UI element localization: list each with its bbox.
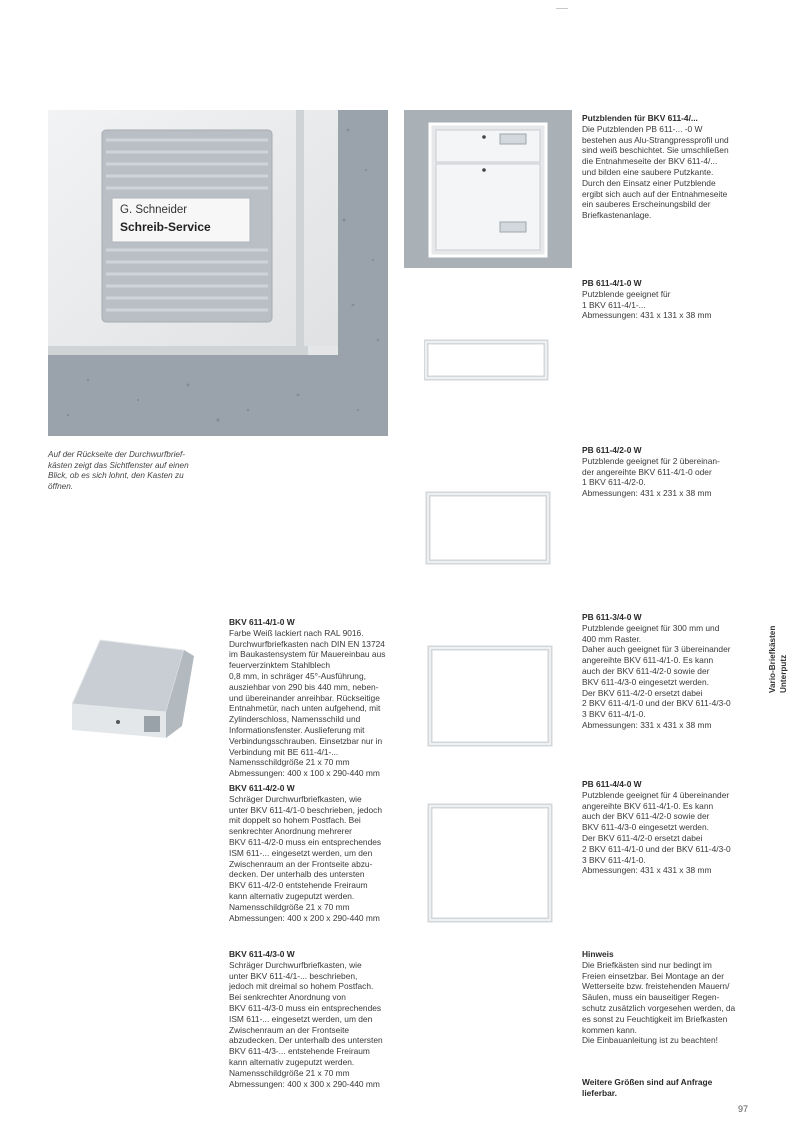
text-line: BKV 611-4/2-0 muss ein entsprechendes <box>229 836 382 847</box>
photo-mailbox-sign-graphic <box>48 110 388 436</box>
text-line: und bilden eine saubere Putzkante. <box>582 166 714 177</box>
text-line: Die Briefkästen sind nur bedingt im <box>582 959 712 970</box>
text-line: 0,8 mm, in schräger 45°-Ausführung, <box>229 670 366 681</box>
text-line: jedoch mit dreimal so hohem Postfach. <box>229 981 374 992</box>
text-line: Abmessungen: 431 x 231 x 38 mm <box>582 488 712 499</box>
text-line: BKV 611-4/3-... entstehende Freiraum <box>229 1046 370 1057</box>
frame-pb-611-4-2 <box>424 488 554 568</box>
text-line: Namensschildgröße 21 x 70 mm <box>229 757 350 768</box>
text-line: Abmessungen: 431 x 431 x 38 mm <box>582 865 712 876</box>
caption-main <box>48 450 189 492</box>
text-line: Verbindung mit BE 611-4/1-... <box>229 746 339 757</box>
section-pb-611-3-4 <box>582 612 731 731</box>
pb-611-3-4-heading: PB 611-3/4-0 W <box>582 612 642 622</box>
bkv-611-4-3-heading: BKV 611-4/3-0 W <box>229 949 295 959</box>
text-line: ISM 611-... eingesetzt werden, um den <box>229 1013 373 1024</box>
sign-service: Schreib-Service <box>120 220 211 234</box>
text-line: Der BKV 611-4/2-0 ersetzt dabei <box>582 832 703 843</box>
text-line: Abmessungen: 400 x 100 x 290-440 mm <box>229 768 380 779</box>
frame-pb-611-4-1 <box>424 338 552 384</box>
text-line: unter BKV 611-4/1-0 beschrieben, jedoch <box>229 804 383 815</box>
section-pb-611-4-1 <box>582 278 711 321</box>
section-hinweis <box>582 949 735 1046</box>
frame-pb-611-4-2-graphic <box>424 488 554 568</box>
frame-pb-611-4-4-graphic <box>424 800 558 926</box>
sign-name: G. Schneider <box>120 204 188 216</box>
page-number: 97 <box>738 1104 749 1114</box>
text-line: Zylinderschloss, Namensschild und <box>229 714 361 725</box>
frame-pb-611-3-4-graphic <box>424 640 558 750</box>
text-line: es sonst zu Feuchtigkeit im Briefkasten <box>582 1013 728 1024</box>
text-line: BKV 611-4/3-0 eingesetzt werden. <box>582 822 709 833</box>
text-line: die Entnahmeseite der BKV 611-4/... <box>582 156 718 167</box>
section-putzblenden <box>582 113 729 221</box>
section-bkv-611-4-2 <box>229 783 382 923</box>
text-line: Zwischenraum an der Frontseite abzu- <box>229 858 373 869</box>
photo-putzblende-graphic <box>404 110 572 268</box>
text-line: Wetterseite bzw. freistehenden Mauern/ <box>582 981 730 992</box>
text-line: 2 BKV 611-4/1-0 und der BKV 611-4/3-0 <box>582 698 731 709</box>
text-line: Der BKV 611-4/2-0 ersetzt dabei <box>582 687 703 698</box>
text-line: ausziehbar von 290 bis 440 mm, neben- <box>229 681 379 692</box>
text-line: Abmessungen: 400 x 300 x 290-440 mm <box>229 1078 380 1089</box>
text-line: ISM 611-... eingesetzt werden, um den <box>229 847 373 858</box>
text-line: BKV 611-4/2-0 entstehende Freiraum <box>229 880 368 891</box>
text-line: abzudecken. Der unterhalb des untersten <box>229 1035 383 1046</box>
text-line: sind weiß beschichtet. Sie umschließen <box>582 145 729 156</box>
text-line: BKV 611-4/3-0 muss ein entsprechendes <box>229 1002 382 1013</box>
text-line: Die Putzblenden PB 611-... -0 W <box>582 123 703 134</box>
text-line: Säulen, muss ein bauseitiger Regen- <box>582 992 720 1003</box>
text-line: 3 BKV 611-4/1-0. <box>582 709 646 720</box>
text-line: kann alternativ zugeputzt werden. <box>229 1056 355 1067</box>
side-label <box>766 615 794 725</box>
text-line: Schräger Durchwurfbriefkasten, wie <box>229 793 362 804</box>
text-line: auch der BKV 611-4/2-0 sowie der <box>582 665 710 676</box>
text-line: ergibt sich auch auf der Entnahmeseite <box>582 188 728 199</box>
text-line: Namensschildgröße 21 x 70 mm <box>229 1067 350 1078</box>
frame-pb-611-4-4 <box>424 800 558 926</box>
text-line: bestehen aus Alu-Strangpressprofil und <box>582 134 729 145</box>
text-line: Weitere Größen sind auf Anfrage <box>582 1077 713 1087</box>
text-line: Informationsfenster. Auslieferung mit <box>229 724 365 735</box>
top-mark <box>556 8 568 9</box>
text-line: Bei senkrechter Anordnung von <box>229 992 346 1003</box>
caption-line: Auf der Rückseite der Durchwurfbrief- <box>48 450 185 459</box>
putzblenden-heading: Putzblenden für BKV 611-4/... <box>582 113 698 123</box>
text-line: Schräger Durchwurfbriefkasten, wie <box>229 959 362 970</box>
caption-line: kästen zeigt das Sichtfenster auf einen <box>48 460 189 470</box>
bkv-611-4-2-heading: BKV 611-4/2-0 W <box>229 783 295 793</box>
bkv-611-4-1-heading: BKV 611-4/1-0 W <box>229 617 295 627</box>
caption-line: Blick, ob es sich lohnt, den Kasten zu <box>48 471 184 481</box>
text-line: Putzblende geeignet für 4 übereinander <box>582 789 730 800</box>
text-line: Namensschildgröße 21 x 70 mm <box>229 901 350 912</box>
text-line: 1 BKV 611-4/2-0. <box>582 477 646 488</box>
text-line: lieferbar. <box>582 1087 617 1098</box>
text-line: Entnahmetür, nach unten aufgehend, mit <box>229 703 381 714</box>
pb-611-4-4-heading: PB 611-4/4-0 W <box>582 779 642 789</box>
text-line: im Baukastensystem für Mauereinbau aus <box>229 649 386 660</box>
frame-pb-611-4-1-graphic <box>424 338 552 384</box>
text-line: Zwischenraum an der Frontseite <box>229 1024 350 1035</box>
photo-bkv-mailbox-graphic <box>48 612 213 762</box>
text-line: der angereihte BKV 611-4/1-0 oder <box>582 466 712 477</box>
text-line: schutz zusätzlich vorgesehen werden, da <box>582 1002 736 1013</box>
text-line: feuerverzinktem Stahlblech <box>229 660 331 671</box>
section-pb-611-4-4 <box>582 779 731 876</box>
text-line: ein sauberes Erscheinungsbild der <box>582 199 711 210</box>
text-line: 2 BKV 611-4/1-0 und der BKV 611-4/3-0 <box>582 843 731 854</box>
photo-putzblende-installed <box>404 110 572 268</box>
text-line: 400 mm Raster. <box>582 633 642 644</box>
side-label-line1: Vario-Briefkästen <box>768 625 777 693</box>
text-line: Putzblende geeignet für 300 mm und <box>582 622 720 633</box>
section-pb-611-4-2 <box>582 445 720 499</box>
text-line: Putzblende geeignet für 2 übereinan- <box>582 455 720 466</box>
text-line: Freien einsetzbar. Bei Montage an der <box>582 970 724 981</box>
caption-line: öffnen. <box>48 481 74 491</box>
text-line: Durch den Einsatz einer Putzblende <box>582 177 716 188</box>
text-line: decken. Der unterhalb des untersten <box>229 869 365 880</box>
text-line: angereihte BKV 611-4/1-0. Es kann <box>582 800 714 811</box>
text-line: 3 BKV 611-4/1-0. <box>582 854 646 865</box>
text-line: Verbindungsschrauben. Einsetzbar nur in <box>229 735 383 746</box>
text-line: mit doppelt so hohem Postfach. Bei <box>229 815 361 826</box>
text-line: auch der BKV 611-4/2-0 sowie der <box>582 811 710 822</box>
photo-mailbox-sign <box>48 110 388 436</box>
text-line: angereihte BKV 611-4/1-0. Es kann <box>582 655 714 666</box>
text-line: Durchwurfbriefkasten nach DIN EN 13724 <box>229 638 385 649</box>
frame-pb-611-3-4 <box>424 640 558 750</box>
text-line: Die Einbauanleitung ist zu beachten! <box>582 1035 718 1046</box>
text-line: Farbe Weiß lackiert nach RAL 9016. <box>229 627 364 638</box>
text-line: 1 BKV 611-4/1-... <box>582 299 646 310</box>
pb-611-4-2-heading: PB 611-4/2-0 W <box>582 445 642 455</box>
text-line: Abmessungen: 331 x 431 x 38 mm <box>582 719 712 730</box>
text-line: und übereinander anreihbar. Rückseitige <box>229 692 380 703</box>
text-line: Briefkastenanlage. <box>582 210 652 221</box>
text-line: Putzblende geeignet für <box>582 288 671 299</box>
text-line: Daher auch geeignet für 3 übereinander <box>582 644 731 655</box>
text-line: BKV 611-4/3-0 eingesetzt werden. <box>582 676 709 687</box>
text-line: kommen kann. <box>582 1024 637 1035</box>
note-weitere-groessen <box>582 1077 712 1099</box>
text-line: unter BKV 611-4/1-... beschrieben, <box>229 970 358 981</box>
hinweis-heading: Hinweis <box>582 949 614 959</box>
section-bkv-611-4-3 <box>229 949 383 1089</box>
text-line: kann alternativ zugeputzt werden. <box>229 890 355 901</box>
text-line: Abmessungen: 400 x 200 x 290-440 mm <box>229 912 380 923</box>
text-line: Abmessungen: 431 x 131 x 38 mm <box>582 310 712 321</box>
photo-bkv-mailbox <box>48 612 213 762</box>
text-line: senkrechter Anordnung mehrerer <box>229 826 352 837</box>
side-label-line2: Unterputz <box>779 654 788 693</box>
section-bkv-611-4-1 <box>229 617 385 779</box>
pb-611-4-1-heading: PB 611-4/1-0 W <box>582 278 642 288</box>
